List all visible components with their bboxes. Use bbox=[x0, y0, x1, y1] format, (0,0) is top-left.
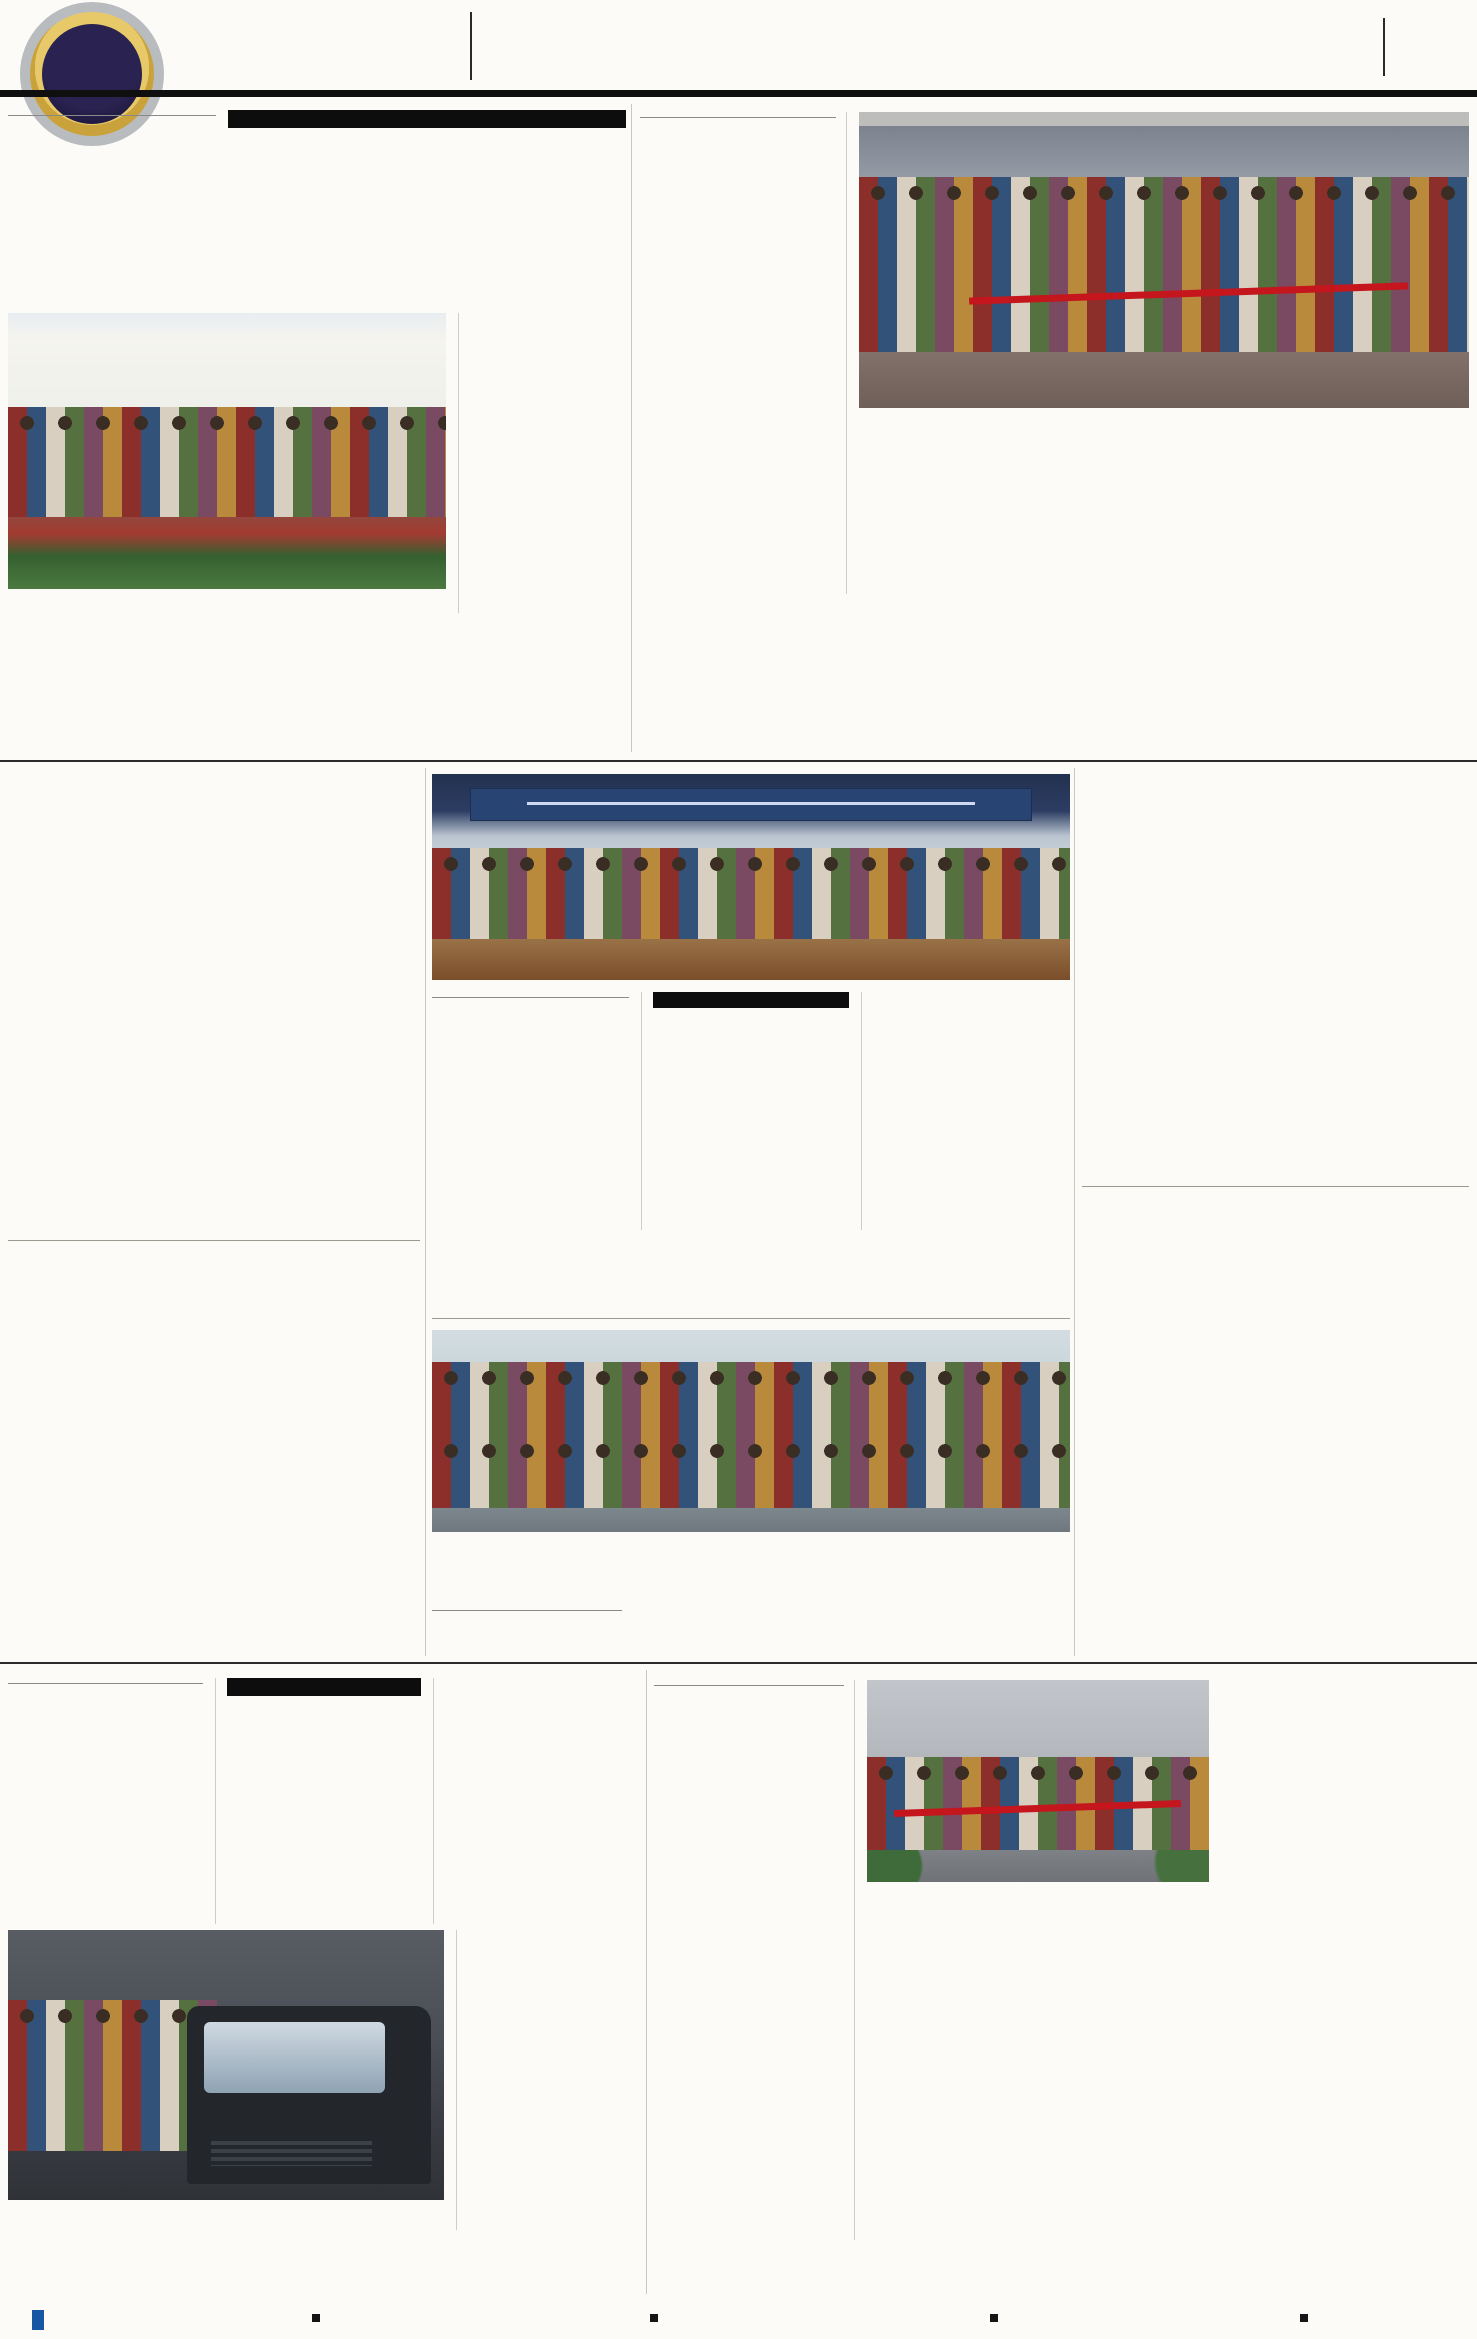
article-subhadra-subhead bbox=[859, 112, 1469, 126]
photo-mela-caption bbox=[859, 408, 1469, 412]
photo-people bbox=[8, 407, 446, 517]
photo-people bbox=[859, 177, 1469, 352]
masthead-rule bbox=[0, 90, 1477, 97]
article-mission-kicker bbox=[228, 110, 626, 128]
photo-wellness-run bbox=[8, 313, 446, 589]
article-sai-body-right bbox=[1221, 1680, 1469, 2240]
article-subhadra-body bbox=[859, 418, 1469, 560]
photo-bus-flagoff bbox=[8, 1930, 444, 2200]
article-sai-dateline bbox=[654, 1680, 844, 1686]
article-bhakta bbox=[1082, 1192, 1469, 1656]
article-manipal-dateline bbox=[8, 1678, 203, 1684]
photo-wellness-caption bbox=[8, 589, 446, 593]
article-mission-body-side bbox=[458, 313, 626, 613]
article-rule bbox=[432, 1318, 1070, 1319]
article-mission-dateline bbox=[8, 110, 216, 116]
photo-people bbox=[8, 2000, 217, 2151]
bus-icon bbox=[187, 2006, 431, 2184]
column-rule bbox=[425, 768, 426, 1656]
photo-school-inauguration bbox=[867, 1680, 1209, 1882]
photo-bus-caption bbox=[8, 2200, 444, 2204]
article-guru bbox=[432, 768, 1070, 1312]
article-etala-body bbox=[8, 1255, 420, 1573]
print-registration-bar bbox=[0, 2302, 1477, 2339]
article-guru-box bbox=[653, 992, 850, 1008]
article-guru-body-b bbox=[653, 1016, 850, 1172]
pageno-divider bbox=[1383, 18, 1385, 76]
registration-square bbox=[990, 2314, 998, 2322]
article-sai-body-mid bbox=[867, 1894, 1209, 2212]
photo-mela-inauguration bbox=[859, 126, 1469, 408]
article-manipal bbox=[8, 1670, 640, 2298]
column-rule bbox=[1074, 768, 1075, 1656]
article-mission-body bbox=[8, 137, 626, 305]
article-subhadra bbox=[640, 102, 1469, 756]
registration-square bbox=[312, 2314, 320, 2322]
article-manipal-body-side bbox=[456, 1930, 640, 2230]
article-cricket-body bbox=[1082, 776, 1469, 1028]
photo-rail-awards bbox=[432, 1330, 1070, 1532]
article-guru-dateline bbox=[432, 992, 629, 998]
article-mission bbox=[8, 102, 626, 756]
column-rule bbox=[631, 104, 632, 752]
section-rule bbox=[0, 1662, 1477, 1664]
photo-people bbox=[432, 1435, 1070, 1508]
article-etala bbox=[8, 1247, 420, 1655]
article-subhadra-dateline bbox=[640, 112, 836, 118]
article-stf bbox=[8, 768, 420, 1234]
masthead-divider bbox=[470, 12, 472, 80]
article-sai-body-left bbox=[654, 1692, 844, 2192]
article-guru-body-c bbox=[873, 992, 1070, 1224]
article-bhakta-body bbox=[1082, 1200, 1469, 1580]
article-subhadra-body-left bbox=[640, 124, 836, 594]
registration-square bbox=[650, 2314, 658, 2322]
stage-banner bbox=[470, 788, 1031, 821]
article-manipal-body-a bbox=[8, 1690, 203, 1898]
article-stf-body bbox=[8, 776, 420, 1106]
article-medhabi-dateline bbox=[432, 1539, 622, 1611]
article-guru-body-a bbox=[432, 1004, 629, 1204]
article-manipal-box bbox=[227, 1678, 422, 1696]
article-medhabi-body bbox=[634, 1539, 1070, 1611]
photo-people bbox=[432, 848, 1070, 939]
article-rule bbox=[1082, 1186, 1469, 1187]
column-rule bbox=[646, 1670, 647, 2294]
article-rule bbox=[8, 1240, 420, 1241]
masthead bbox=[0, 0, 1477, 96]
article-manipal-body-b bbox=[227, 1704, 422, 1862]
photo-school-caption bbox=[867, 1882, 1209, 1886]
photo-university-caption bbox=[432, 980, 1070, 984]
article-medhabi bbox=[432, 1324, 1070, 1656]
article-manipal-body-c bbox=[445, 1678, 640, 1918]
registration-square bbox=[1300, 2314, 1308, 2322]
photo-people bbox=[432, 1362, 1070, 1439]
registration-blue-mark bbox=[32, 2310, 44, 2330]
article-cricket bbox=[1082, 768, 1469, 1180]
article-sai bbox=[654, 1670, 1469, 2298]
photo-university-function bbox=[432, 774, 1070, 980]
section-rule bbox=[0, 760, 1477, 762]
